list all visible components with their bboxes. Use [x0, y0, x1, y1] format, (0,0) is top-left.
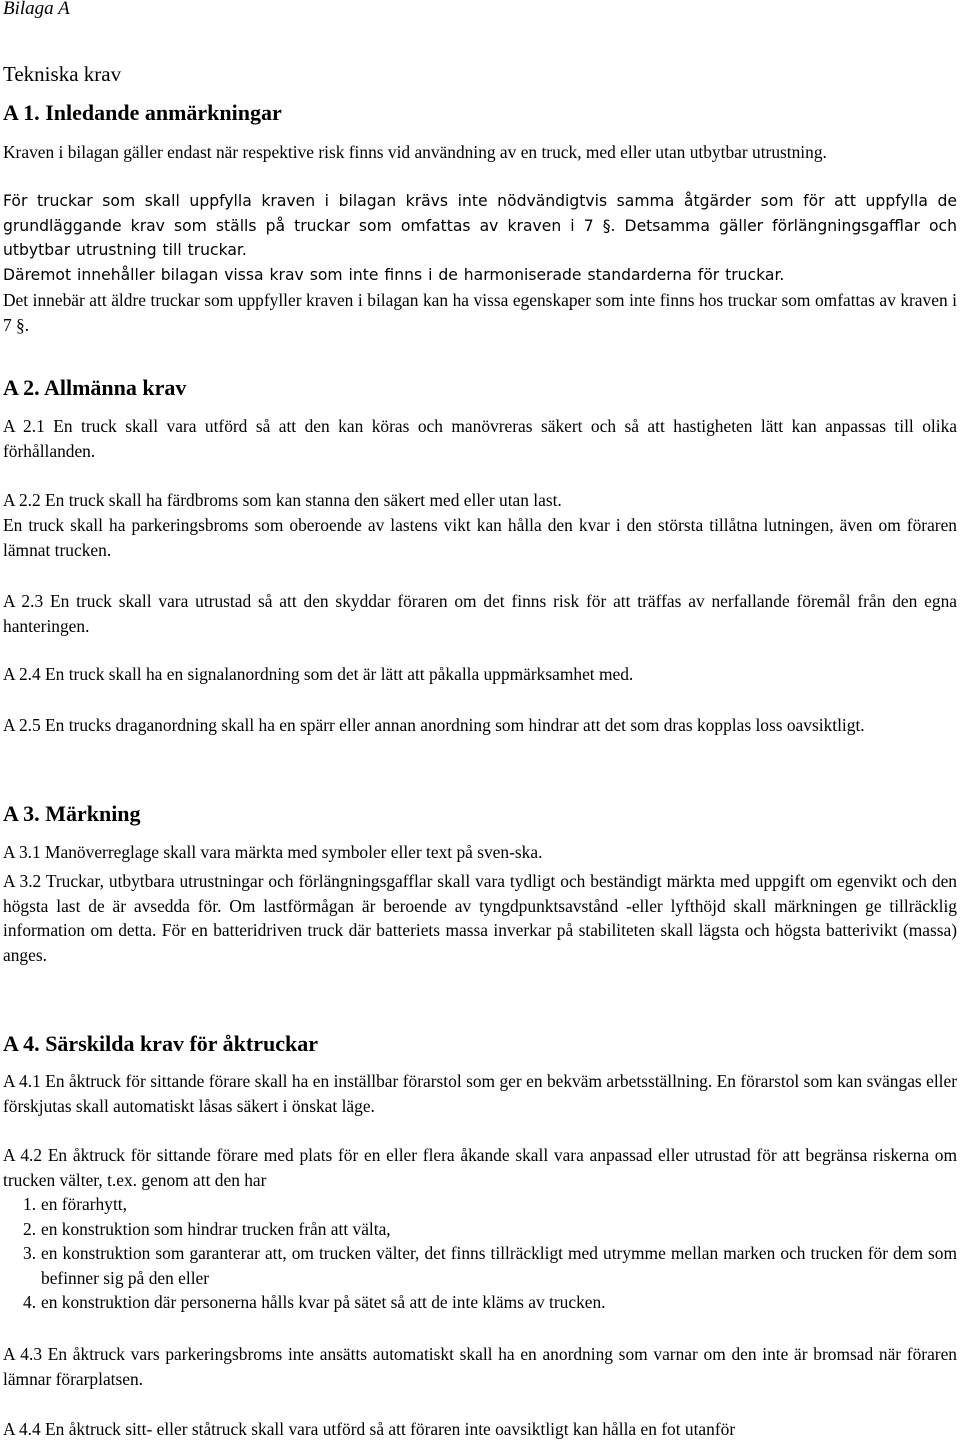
section-a2-heading: [3, 375, 957, 401]
clause-label: A 3.1: [3, 842, 41, 862]
section-a4-heading: [3, 1031, 957, 1057]
a1-paragraph-2a: För truckar som skall uppfylla kraven i bilagan krävs inte nödvändigtvis samma åtgärder som för att uppfylla de grundläggande krav som ställs på truckar som omfattas av kraven i 7 §: [3, 192, 957, 235]
clause-text: En truck skall vara utförd så att den kan köras och manövreras säkert och så att hastigheten lätt kan anpassas till olika förhållanden.: [3, 416, 957, 461]
section-title: Särskilda krav för åktruckar: [45, 1031, 318, 1056]
a1-paragraph-2: [3, 189, 957, 263]
list-item-text: en förarhytt,: [41, 1194, 127, 1214]
list-item-number: 2.: [23, 1218, 37, 1239]
a2-2-paragraph-b: En truck skall ha parkeringsbroms som oberoende av lastens vikt kan hålla den kvar i den största tillåtna lutningen, även om föraren lämnat trucken.: [3, 515, 957, 560]
section-number: A 4.: [3, 1031, 40, 1056]
list-item: [3, 1192, 957, 1217]
a2-5-paragraph: [3, 713, 957, 738]
a2-3-paragraph: [3, 589, 957, 638]
section-title: Märkning: [45, 801, 141, 826]
list-item: [3, 1217, 957, 1242]
a1-paragraph-3: Däremot innehåller bilagan vissa krav som inte finns i de harmoniserade standarderna för truckar.: [3, 266, 785, 284]
list-item-number: 1.: [23, 1194, 37, 1214]
a4-4-paragraph: [3, 1417, 957, 1442]
list-item: [3, 1290, 957, 1315]
section-number: A 3.: [3, 801, 40, 826]
clause-label: A 2.5: [3, 715, 41, 735]
clause-text: En åktruck vars parkeringsbroms inte ansätts automatiskt skall ha en anordning som varnar om den inte är bromsad när föraren lämnar förarplatsen.: [3, 1344, 958, 1389]
section-a1-heading: [3, 100, 957, 126]
list-item-number: 3.: [23, 1243, 37, 1264]
clause-text: Truckar, utbytbara utrustningar och förlängningsgafflar skall vara tydligt och beständigt märkta med uppgift om egenvikt och den högsta last de är avsedda för. Om lastförmågan är beroende av tyngdpunktsavstånd -eller lyfthöjd skall märkningen ge tillräcklig information om detta. För en batteridriven truck där batteriets massa inverkar på stabiliteten skall lägsta och högsta batterivikt (massa) anges.: [3, 871, 957, 965]
a4-1-paragraph: [3, 1069, 957, 1118]
document-title: Tekniska krav: [3, 62, 122, 86]
section-number: A 2.: [3, 375, 40, 400]
clause-label: A 4.2: [3, 1145, 43, 1165]
list-item-text: en konstruktion där personerna hålls kvar på sätet så att de inte kläms av trucken.: [41, 1292, 606, 1313]
list-item: [3, 1241, 957, 1290]
clause-label: A 3.2: [3, 871, 42, 891]
clause-text: En truck skall ha färdbroms som kan stanna den säkert med eller utan last.: [45, 490, 562, 510]
a1-paragraph-4: Det innebär att äldre truckar som uppfyller kraven i bilagan kan ha vissa egenskaper som inte finns hos truckar som omfattas av kraven i 7 §.: [3, 290, 957, 335]
clause-label: A 2.2: [3, 490, 41, 510]
clause-label: A 2.1: [3, 416, 45, 436]
clause-text: En truck skall vara utrustad så att den skyddar föraren om det finns risk för att träffas av nerfallande föremål från den egna hanteringen.: [3, 591, 957, 636]
clause-text: En trucks draganordning skall ha en spärr eller annan anordning som hindrar att det som dras kopplas loss oavsiktligt.: [45, 715, 865, 735]
section-title: Allmänna krav: [43, 375, 187, 400]
section-title: Inledande anmärkningar: [45, 100, 282, 125]
clause-label: A 4.1: [3, 1071, 41, 1091]
clause-label: A 2.3: [3, 591, 44, 611]
a4-2-list: [3, 1192, 957, 1315]
a4-2-paragraph: [3, 1143, 957, 1192]
clause-label: A 4.3: [3, 1344, 43, 1364]
clause-text: Manöverreglage skall vara märkta med symboler eller text på sven-ska.: [45, 842, 543, 862]
page-header: Bilaga A: [3, 0, 70, 19]
clause-text: En truck skall ha en signalanordning som det är lätt att påkalla uppmärksamhet med.: [45, 664, 634, 684]
clause-text: En åktruck för sittande förare skall ha en inställbar förarstol som ger en bekväm arbetsställning. En förarstol som kan svängas eller förskjutas skall automatiskt låsas säkert i önskat läge.: [3, 1071, 958, 1116]
a1-paragraph-1: Kraven i bilagan gäller endast när respektive risk finns vid användning av en truck, med eller utan utbytbar utrustning.: [3, 142, 827, 162]
a4-3-paragraph: [3, 1342, 957, 1391]
list-item-text: en konstruktion som garanterar att, om trucken välter, det finns tillräckligt med utrymme mellan marken och trucken för dem som befinner sig på den eller: [41, 1243, 957, 1288]
list-item-number: 4.: [23, 1292, 37, 1313]
clause-text: En åktruck för sittande förare med plats för en eller flera åkande skall vara anpassad eller utrustad för att begränsa riskerna om trucken välter, t.ex. genom att den har: [3, 1145, 958, 1190]
a2-2-paragraph: [3, 488, 957, 513]
clause-label: A 4.4: [3, 1419, 41, 1439]
a1-paragraph-2b: . Detsamma gäller förlängningsgafflar och utbytbar utrustning till truckar.: [3, 216, 957, 260]
a2-1-paragraph: [3, 414, 957, 463]
list-item-text: en konstruktion som hindrar trucken från att välta,: [41, 1218, 391, 1239]
section-number: A 1.: [3, 100, 40, 125]
a2-4-paragraph: [3, 662, 957, 687]
clause-text: En åktruck sitt- eller ståtruck skall vara utförd så att föraren inte oavsiktligt kan hålla en fot utanför: [45, 1419, 736, 1439]
clause-label: A 2.4: [3, 664, 41, 684]
section-a3-heading: [3, 801, 957, 827]
a3-2-paragraph: [3, 869, 957, 967]
a3-1-paragraph: [3, 840, 957, 865]
